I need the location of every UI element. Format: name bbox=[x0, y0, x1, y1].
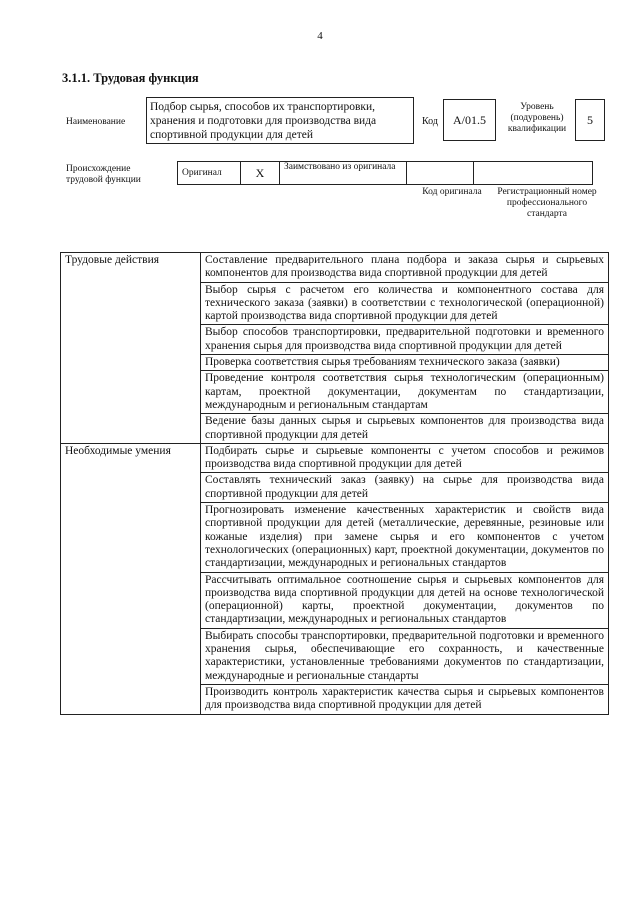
table-cell: Производить контроль характеристик качества сырья и сырьевых компонентов для производства вида спортивной продукции для детей bbox=[201, 684, 609, 714]
table-row bbox=[61, 443, 609, 473]
level-label: Уровень (подуровень) квалификации bbox=[507, 102, 567, 134]
origin-label: Происхождение трудовой функции bbox=[66, 164, 141, 185]
category-cell: Необходимые умения bbox=[61, 443, 201, 714]
table-cell: Прогнозировать изменение качественных характеристик и свойств вида спортивной продукции для детей (металлические, деревянные, резиновые или кожаные изделия) при замене сырья и его компонентов с учетом технологических (операционных) карт, проектной документации, документов по стандартизации, международных и региональных стандартов bbox=[201, 503, 609, 572]
table-cell: Рассчитывать оптимальное соотношение сырья и сырьевых компонентов для производства вида спортивной продукции для детей на основе технологической (операционной) карты, проектной документации, документов по стандартизации, международных и региональных стандартов bbox=[201, 572, 609, 628]
table-row bbox=[61, 253, 609, 283]
table-cell: Ведение базы данных сырья и сырьевых компонентов для производства вида спортивной продукции для детей bbox=[201, 414, 609, 444]
table-cell: Составление предварительного плана подбора и заказа сырья и сырьевых компонентов для производства вида спортивной продукции для детей bbox=[201, 253, 609, 283]
reg-number-cell bbox=[474, 162, 593, 185]
origin-table bbox=[177, 161, 593, 185]
table-cell: Составлять технический заказ (заявку) на сырье для производства вида спортивной продукции для детей bbox=[201, 473, 609, 503]
reg-caption: Регистрационный номер профессионального стандарта bbox=[497, 187, 597, 219]
table-cell: Проведение контроля соответствия сырья технологическим (операционным) картам, проектной документации, документам по стандартизации, международным и региональным стандартам bbox=[201, 371, 609, 414]
name-label: Наименование bbox=[66, 117, 126, 127]
table-cell: Подбирать сырье и сырьевые компоненты с учетом способов и режимов производства вида спортивной продукции для детей bbox=[201, 443, 609, 473]
section-title: 3.1.1. Трудовая функция bbox=[62, 71, 199, 85]
labor-function-table bbox=[60, 252, 609, 715]
original-mark-cell: X bbox=[241, 162, 280, 185]
name-value-box: Подбор сырья, способов их транспортировки, хранения и подготовки для производства вида спортивной продукции для детей bbox=[146, 97, 414, 144]
original-code-cell bbox=[407, 162, 474, 185]
page-number: 4 bbox=[317, 30, 323, 42]
level-value-box: 5 bbox=[575, 99, 605, 141]
code-label: Код bbox=[422, 116, 438, 127]
borrowed-label-cell: Заимствовано из оригинала bbox=[280, 162, 407, 185]
table-cell: Выбирать способы транспортировки, предварительной подготовки и временного хранения сырья, обеспечивающие его сохранность, и качественные характеристики, установленные требованиями документов по стандартизации, международные и региональные стандарты bbox=[201, 628, 609, 684]
table-cell: Выбор сырья с расчетом его количества и компонентного состава для технического заказа (заявки) в соответствии с технологической (операционной) картой производства вида спортивной продукции для детей bbox=[201, 282, 609, 325]
table-cell: Проверка соответствия сырья требованиям технического заказа (заявки) bbox=[201, 355, 609, 371]
code-value-box: А/01.5 bbox=[443, 99, 496, 141]
category-cell: Трудовые действия bbox=[61, 253, 201, 444]
code-caption: Код оригинала bbox=[422, 187, 482, 197]
original-label-cell: Оригинал bbox=[178, 162, 241, 185]
table-cell: Выбор способов транспортировки, предварительной подготовки и временного хранения сырья для производства вида спортивной продукции для детей bbox=[201, 325, 609, 355]
